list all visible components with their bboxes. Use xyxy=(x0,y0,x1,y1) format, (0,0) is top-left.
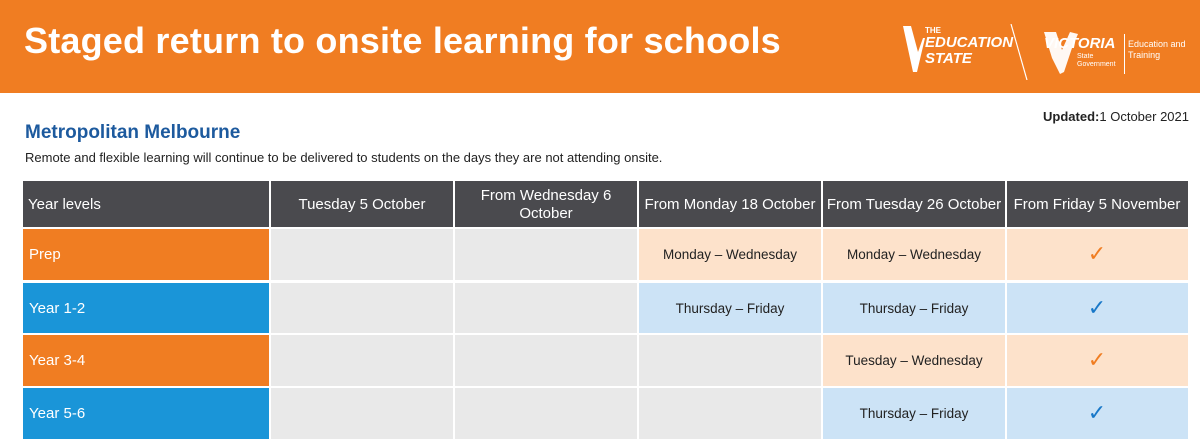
page-title: Staged return to onsite learning for schools xyxy=(24,20,781,61)
row-label: Year 1-2 xyxy=(23,282,270,334)
column-divider xyxy=(269,181,271,439)
column-divider xyxy=(453,181,455,439)
row-divider xyxy=(23,227,1188,229)
empty-cell xyxy=(270,282,454,334)
department-label: Education and Training xyxy=(1128,39,1186,60)
education-state-line-2: EDUCATION xyxy=(925,34,1014,51)
column-divider xyxy=(1005,181,1007,439)
empty-cell xyxy=(454,387,638,439)
education-state-line-1: THE xyxy=(925,26,941,35)
check-mark-icon: ✓ xyxy=(1006,282,1188,334)
empty-cell xyxy=(638,334,822,386)
empty-cell xyxy=(270,228,454,280)
row-divider xyxy=(23,281,1188,283)
empty-cell xyxy=(638,387,822,439)
column-header: From Tuesday 26 October xyxy=(822,181,1006,228)
schedule-cell: Monday – Wednesday xyxy=(822,228,1006,280)
empty-cell xyxy=(454,282,638,334)
schedule-cell: Thursday – Friday xyxy=(822,387,1006,439)
education-state-line-3: STATE xyxy=(925,50,972,67)
victoria-wordmark: VICTORIA xyxy=(1044,35,1116,52)
schedule-cell: Thursday – Friday xyxy=(822,282,1006,334)
schedule-cell: Tuesday – Wednesday xyxy=(822,334,1006,386)
row-label: Year 3-4 xyxy=(23,334,270,386)
column-divider xyxy=(637,181,639,439)
column-divider xyxy=(821,181,823,439)
column-header: From Wednesday 6 October xyxy=(454,181,638,228)
updated-date xyxy=(1043,109,1189,124)
empty-cell xyxy=(454,228,638,280)
region-heading: Metropolitan Melbourne xyxy=(25,122,241,143)
schedule-cell: Thursday – Friday xyxy=(638,282,822,334)
column-header: From Friday 5 November xyxy=(1006,181,1188,228)
check-mark-icon: ✓ xyxy=(1006,228,1188,280)
row-divider xyxy=(23,386,1188,388)
row-divider xyxy=(23,333,1188,335)
state-government-label: State Government xyxy=(1077,53,1116,68)
empty-cell xyxy=(270,334,454,386)
updated-label: Updated: xyxy=(1043,109,1100,124)
column-header: Tuesday 5 October xyxy=(270,181,454,228)
subtitle-text: Remote and flexible learning will continue to be delivered to students on the days they are not attending onsite. xyxy=(25,150,663,165)
education-state-logo xyxy=(903,20,1033,78)
row-label: Year 5-6 xyxy=(23,387,270,439)
updated-value: 1 October 2021 xyxy=(1099,109,1189,124)
logo-divider xyxy=(1124,34,1125,74)
victoria-government-logo xyxy=(1040,28,1200,88)
column-header: From Monday 18 October xyxy=(638,181,822,228)
empty-cell xyxy=(454,334,638,386)
empty-cell xyxy=(270,387,454,439)
header-banner xyxy=(0,0,1200,93)
check-mark-icon: ✓ xyxy=(1006,387,1188,439)
row-label: Prep xyxy=(23,228,270,280)
schedule-cell: Monday – Wednesday xyxy=(638,228,822,280)
column-header: Year levels xyxy=(23,181,270,228)
check-mark-icon: ✓ xyxy=(1006,334,1188,386)
